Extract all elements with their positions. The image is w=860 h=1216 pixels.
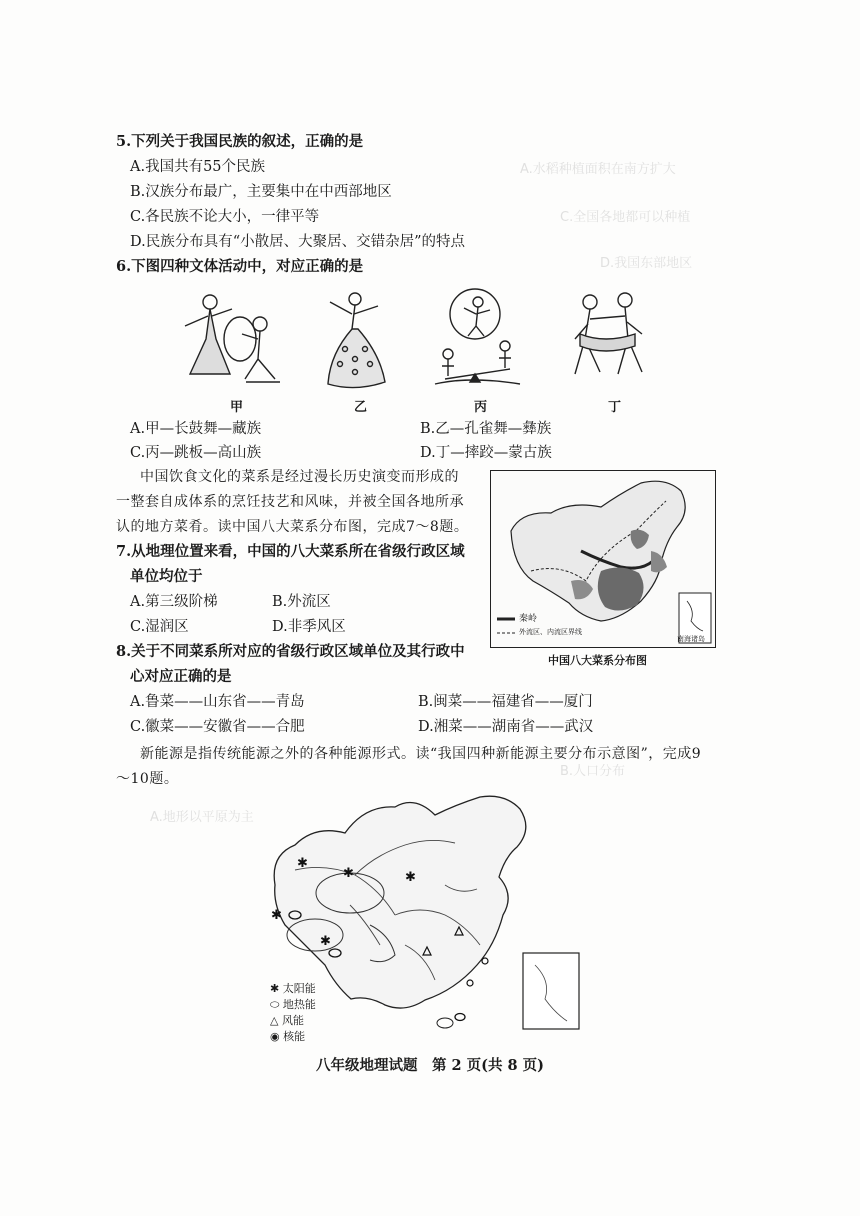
cuisine-map [490, 470, 716, 648]
q7-option-c: C.湿润区 [130, 619, 189, 635]
legend-wind-label: 风能 [281, 1014, 304, 1027]
figure-jia-dancers [185, 295, 280, 382]
q5-option-a: A.我国共有55个民族 [130, 159, 266, 175]
legend-nuclear-label: 核能 [283, 1030, 306, 1043]
bleed-through-text: A.水稻种植面积在南方扩大 [520, 162, 676, 177]
cuisine-intro-line-1: 中国饮食文化的菜系是经过漫长历史演变而形成的 [140, 469, 459, 485]
q6-option-d: D.丁—摔跤—蒙古族 [420, 445, 552, 461]
q6-option-b: B.乙—孔雀舞—彝族 [420, 421, 552, 437]
q7-option-d: D.非季风区 [272, 619, 346, 635]
q6-option-a: A.甲—长鼓舞—藏族 [130, 421, 262, 437]
q8-option-b: B.闽菜——福建省——厦门 [418, 694, 593, 710]
cuisine-legend-drainage-boundary: 外流区、内流区界线 [519, 628, 582, 636]
q6-stem: 6.下图四种文体活动中，对应正确的是 [116, 258, 364, 275]
figure-bing-board-jump [435, 289, 520, 384]
legend-sun [270, 980, 316, 996]
legend-wind [270, 1012, 304, 1028]
figure-yi-peacock-dancer [328, 293, 385, 388]
figure-label-yi: 乙 [354, 400, 368, 415]
q7-option-b: B.外流区 [272, 594, 331, 610]
q8-option-c: C.徽菜——安徽省——合肥 [130, 719, 305, 735]
q7-stem-line-1: 7.从地理位置来看，中国的八大菜系所在省级行政区域 [116, 543, 465, 560]
svg-text:✱: ✱ [271, 908, 282, 923]
figure-label-ding: 丁 [608, 400, 622, 415]
q7-stem-line-2: 单位均位于 [130, 568, 203, 585]
svg-text:✱: ✱ [320, 934, 331, 949]
activity-figures [180, 284, 650, 404]
nuclear-icon: ◉ [270, 1030, 280, 1043]
sun-icon: ✱ [270, 982, 280, 995]
q8-option-d: D.湘菜——湖南省——武汉 [418, 719, 594, 735]
q5-option-d: D.民族分布具有“小散居、大聚居、交错杂居”的特点 [130, 234, 466, 250]
q8-stem-line-2: 心对应正确的是 [130, 668, 232, 685]
cuisine-legend-qinling: 秦岭 [519, 614, 538, 624]
cuisine-map-caption: 中国八大菜系分布图 [548, 654, 647, 667]
svg-text:✱: ✱ [343, 866, 354, 881]
energy-intro-line-2: ～10题。 [116, 771, 179, 787]
bleed-through-text: A.地形以平原为主 [150, 810, 254, 825]
wind-icon: △ [270, 1014, 279, 1027]
bleed-through-text: B.人口分布 [560, 764, 626, 779]
q8-stem-line-1: 8.关于不同菜系所对应的省级行政区域单位及其行政中 [116, 643, 465, 660]
svg-text:✱: ✱ [405, 870, 416, 885]
cuisine-intro-line-3: 认的地方菜肴。读中国八大菜系分布图，完成7～8题。 [116, 519, 469, 535]
figure-ding-wrestlers [575, 293, 642, 374]
geothermal-icon: ⬭ [270, 998, 280, 1011]
folk-activity-illustrations [180, 284, 650, 404]
figure-label-jia: 甲 [230, 400, 244, 415]
q5-stem: 5.下列关于我国民族的叙述，正确的是 [116, 133, 364, 150]
cuisine-intro-line-2: 一整套自成体系的烹饪技艺和风味，并被全国各地所承 [116, 494, 464, 510]
legend-geothermal [270, 996, 316, 1012]
legend-nuclear [270, 1028, 305, 1044]
svg-text:✱: ✱ [297, 856, 308, 871]
figure-label-bing: 丙 [474, 400, 488, 415]
bleed-through-text: C.全国各地都可以种植 [560, 210, 691, 225]
q6-option-c: C.丙—跳板—高山族 [130, 445, 262, 461]
legend-geothermal-label: 地热能 [282, 998, 316, 1011]
cuisine-inset-label: 南海诸岛 [677, 635, 705, 643]
legend-sun-label: 太阳能 [282, 982, 316, 995]
q8-option-a: A.鲁菜——山东省——青岛 [130, 694, 305, 710]
page-footer: 八年级地理试题 第 2 页(共 8 页) [315, 1057, 545, 1074]
q5-option-b: B.汉族分布最广，主要集中在中西部地区 [130, 184, 392, 200]
q5-option-c: C.各民族不论大小，一律平等 [130, 209, 320, 225]
q7-option-a: A.第三级阶梯 [130, 594, 218, 610]
energy-intro-line-1: 新能源是指传统能源之外的各种能源形式。读“我国四种新能源主要分布示意图”，完成9 [140, 746, 702, 762]
bleed-through-text: D.我国东部地区 [600, 256, 693, 271]
